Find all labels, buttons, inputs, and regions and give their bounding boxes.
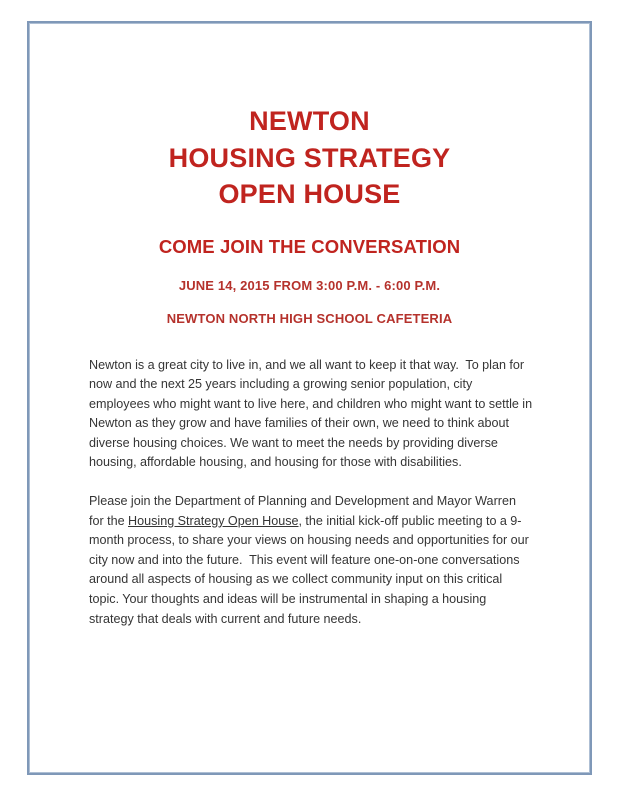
body-paragraph-2-lead: Please join the Department of Planning and Development and Mayor Warren for the — [89, 494, 520, 528]
body-paragraph-1: Newton is a great city to live in, and we all want to keep it that way. To plan for now and the next 25 years including a growing senior population, city employees who might want to live here, and children who might want to settle in Newton as they grow and have families of their own, we need to think about diverse housing choices. We want to meet the needs by providing diverse housing, affordable housing, and housing for those with disabilities. — [89, 357, 536, 470]
flyer-headline — [27, 103, 592, 213]
headline-line-3: OPEN HOUSE — [218, 179, 401, 209]
housing-strategy-open-house-link[interactable]: Housing Strategy Open House — [128, 513, 299, 528]
body-paragraph-2 — [89, 492, 534, 629]
subheading-spacer-2 — [27, 295, 592, 310]
body-paragraph-2-tail: , the initial kick-off public meeting to a 9-month process, to share your views on housing needs and opportunities for our city now and into the future. This event will feature one-on-one conversations around all aspects of housing as we collect community input on this critical topic. Your thoughts and ideas will be instrumental in shaping a housing strategy that deals with current and future needs. — [89, 513, 533, 626]
event-location-text: NEWTON NORTH HIGH SCHOOL CAFETERIA — [166, 310, 453, 326]
tagline-text: COME JOIN THE CONVERSATION — [158, 235, 461, 257]
flyer-subheading — [27, 235, 592, 328]
document-content — [27, 21, 592, 775]
headline-line-2: HOUSING STRATEGY — [168, 142, 451, 173]
headline-line-1: NEWTON — [249, 106, 370, 136]
subheading-spacer-1 — [27, 259, 592, 277]
event-datetime-text: JUNE 14, 2015 FROM 3:00 P.M. - 6:00 P.M. — [178, 277, 441, 293]
flyer-body — [27, 356, 592, 630]
